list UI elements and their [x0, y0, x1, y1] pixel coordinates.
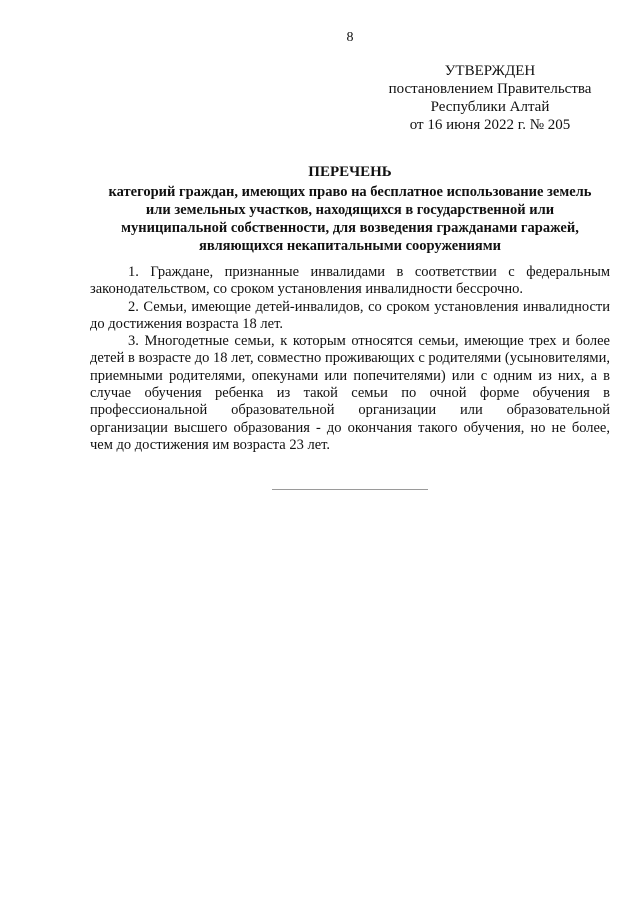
approval-date: от 16 июня 2022 г. № 205 [409, 117, 571, 133]
approval-title: УТВЕРЖДЕН [444, 63, 536, 79]
page-number: 8 [346, 30, 354, 45]
end-separator-line [272, 489, 428, 490]
title-line: категорий граждан, имеющих право на бесплатное использование земель [108, 184, 592, 200]
list-item: 1. Граждане, признанные инвалидами в соответствии с федеральным законодательством, со сроком установления инвалидности бессрочно. [90, 264, 610, 298]
approval-stamp [360, 62, 620, 134]
list-item: 3. Многодетные семьи, к которым относятся семьи, имеющие трех и более детей в возрасте до 18 лет, совместно проживающих с родителями (усыновителями, приемными родителями, опекунами или попечителями) или с одним из них, а в случае обучения ребенка из такой семьи по очной форме обучения в профессиональной образовательной организации или образовательной организации высшего образования - до окончания такого обучения, но не более, чем до достижения им возраста 23 лет. [90, 333, 610, 453]
title-subtitle [90, 183, 610, 255]
document-body [90, 264, 610, 454]
title-line: муниципальной собственности, для возведения гражданами гаражей, [121, 220, 579, 236]
title-line: являющихся некапитальными сооружениями [199, 238, 501, 254]
title-heading: ПЕРЕЧЕНЬ [308, 164, 392, 180]
title-line: или земельных участков, находящихся в государственной или [145, 202, 555, 218]
approval-authority: постановлением Правительства [388, 81, 592, 97]
approval-region: Республики Алтай [430, 99, 550, 115]
document-title [90, 163, 610, 255]
list-item: 2. Семьи, имеющие детей-инвалидов, со сроком установления инвалидности до достижения возраста 18 лет. [90, 298, 610, 332]
